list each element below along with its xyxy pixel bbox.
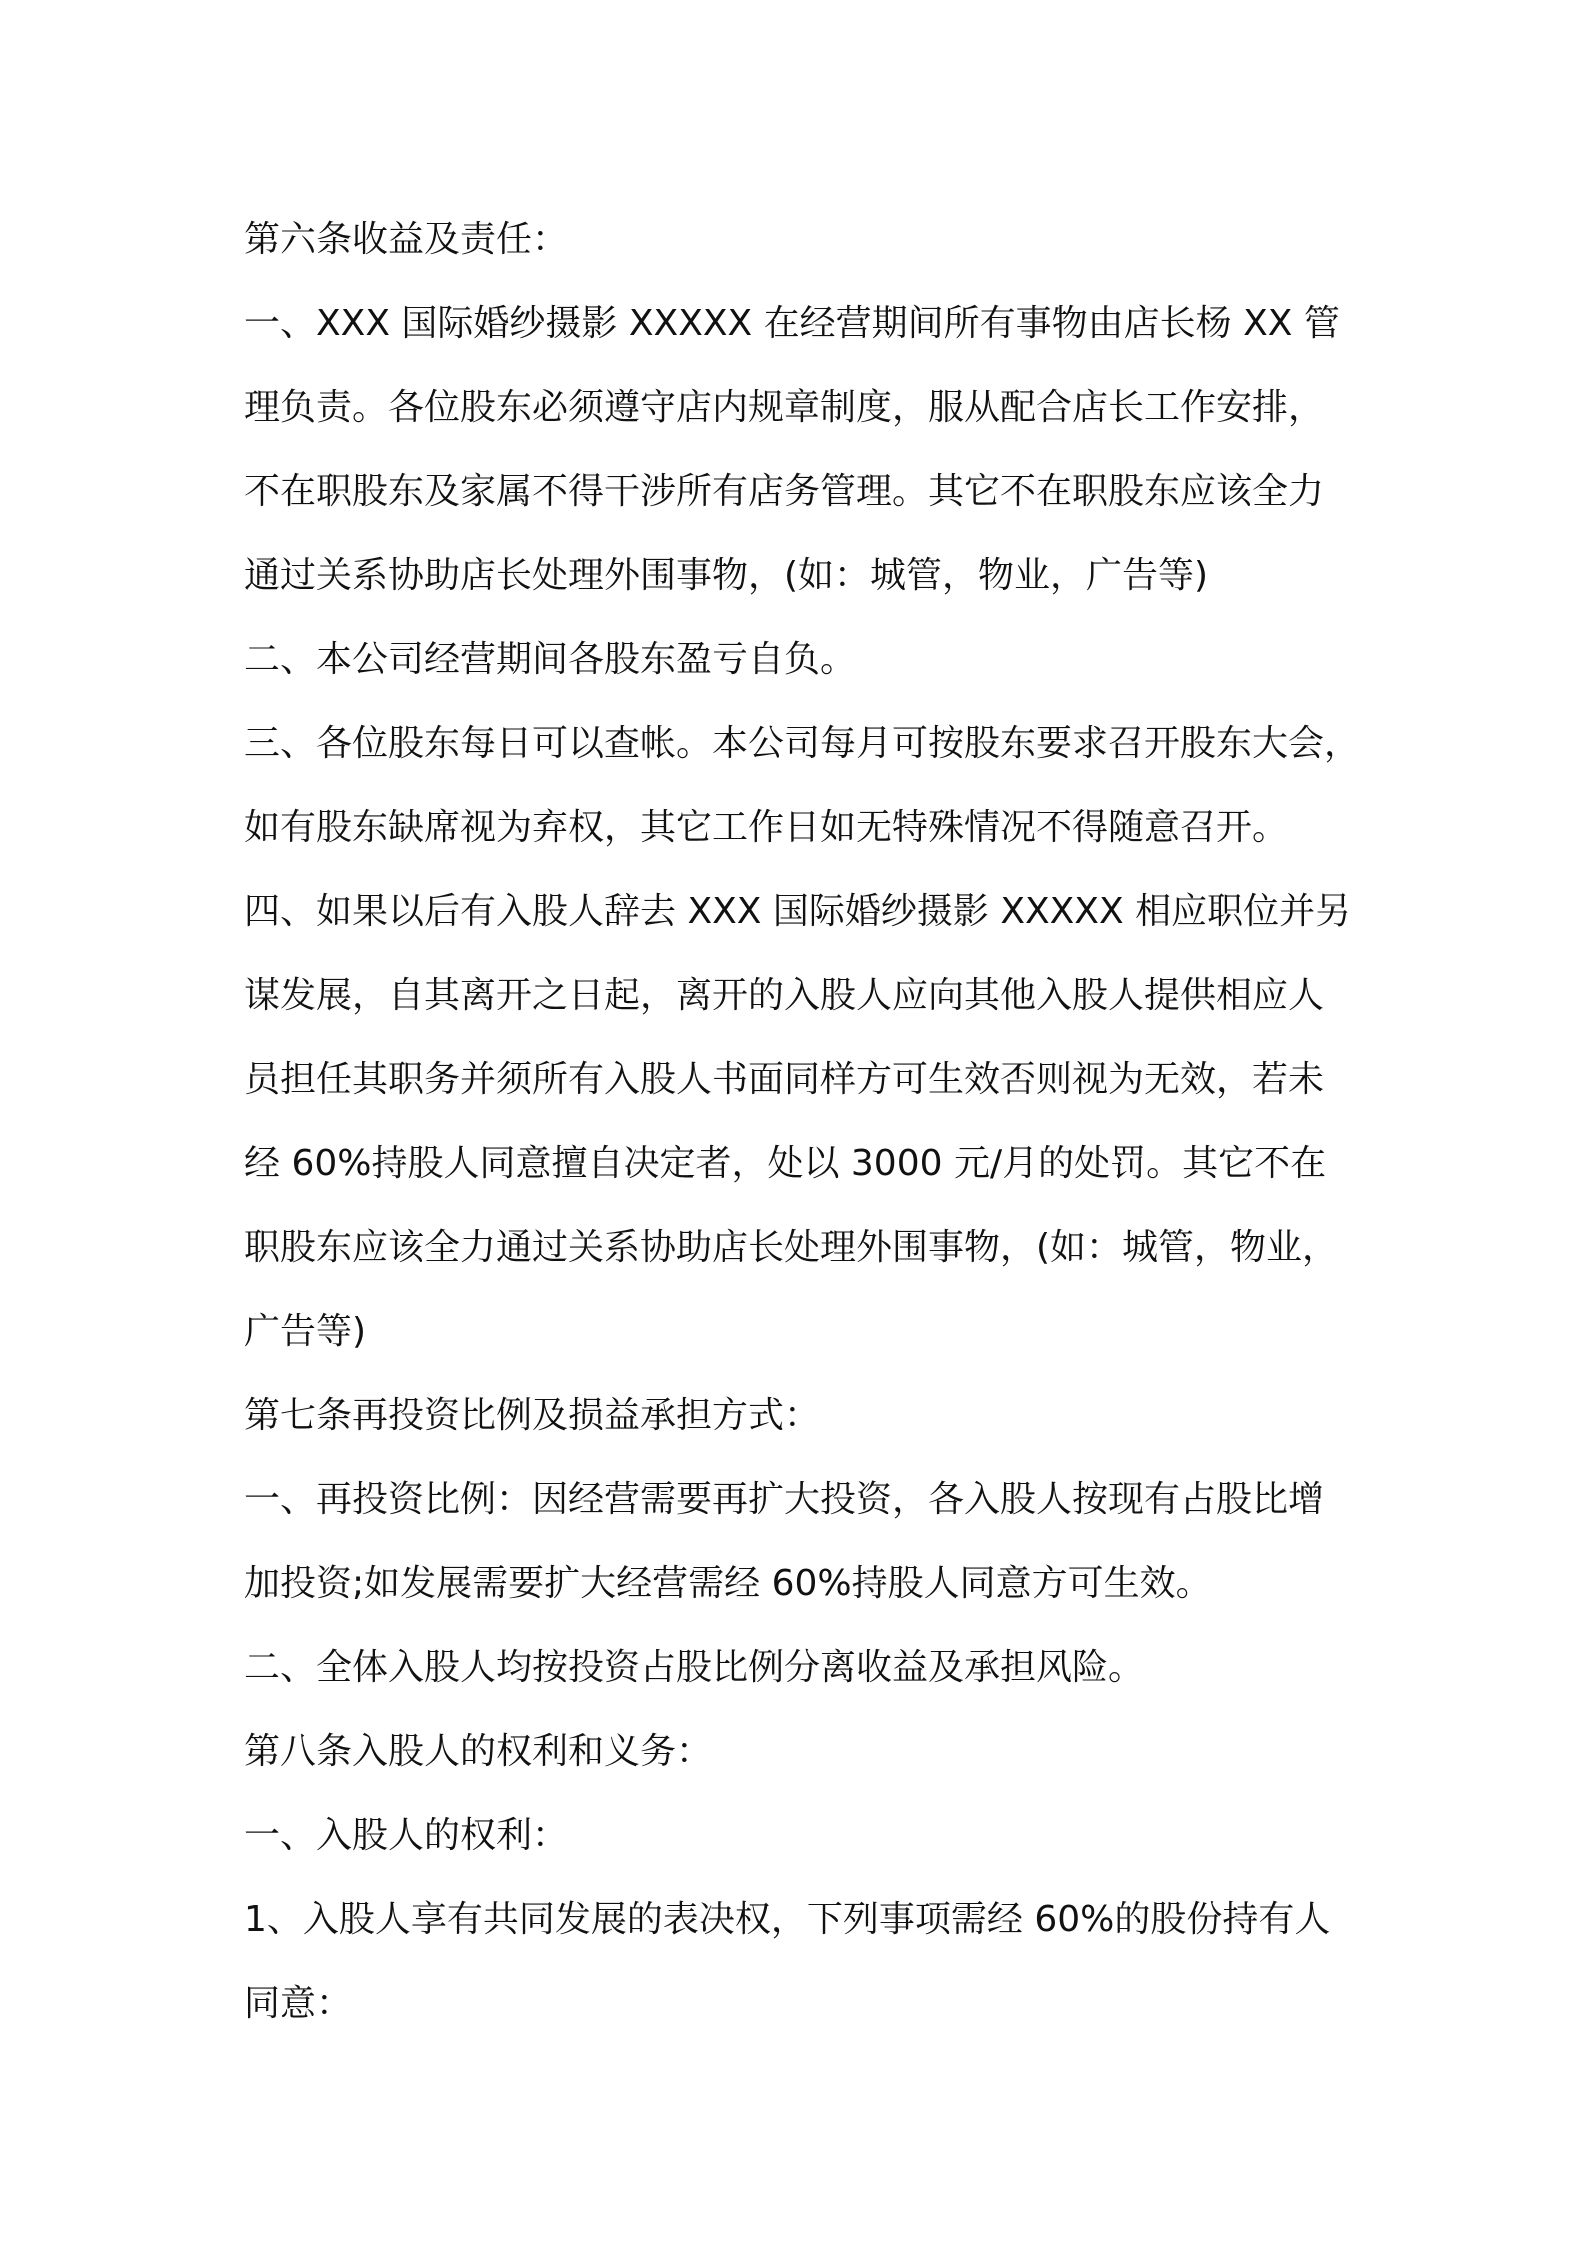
- paragraph-line: 通过关系协助店长处理外围事物，(如：城管，物业，广告等): [244, 555, 1209, 596]
- paragraph-line: 不在职股东及家属不得干涉所有店务管理。其它不在职股东应该全力: [244, 471, 1325, 512]
- paragraph-line: 理负责。各位股东必须遵守店内规章制度，服从配合店长工作安排，: [244, 387, 1325, 428]
- document-body: [244, 198, 1364, 2046]
- paragraph-line: 1、入股人享有共同发展的表决权，下列事项需经 60%的股份持有人: [244, 1899, 1331, 1940]
- paragraph-line: 一、XXX 国际婚纱摄影 XXXXX 在经营期间所有事物由店长杨 XX 管: [244, 303, 1340, 344]
- paragraph-line: 加投资;如发展需要扩大经营需经 60%持股人同意方可生效。: [244, 1563, 1212, 1604]
- paragraph-line: 四、如果以后有入股人辞去 XXX 国际婚纱摄影 XXXXX 相应职位并另: [244, 891, 1352, 932]
- paragraph-line: 经 60%持股人同意擅自决定者，处以 3000 元/月的处罚。其它不在: [244, 1143, 1327, 1184]
- article-6-heading: 第六条收益及责任：: [244, 219, 569, 260]
- paragraph-line: 三、各位股东每日可以查帐。本公司每月可按股东要求召开股东大会，: [244, 723, 1361, 764]
- paragraph-line: 员担任其职务并须所有入股人书面同样方可生效否则视为无效，若未: [244, 1059, 1325, 1100]
- paragraph-line: 如有股东缺席视为弃权，其它工作日如无特殊情况不得随意召开。: [244, 807, 1289, 848]
- section-heading: 一、入股人的权利：: [244, 1815, 569, 1856]
- paragraph-line: 同意：: [244, 1983, 353, 2024]
- paragraph-line: 广告等): [244, 1311, 367, 1352]
- paragraph-line: 谋发展，自其离开之日起，离开的入股人应向其他入股人提供相应人: [244, 975, 1325, 1016]
- paragraph-line: 职股东应该全力通过关系协助店长处理外围事物，(如：城管，物业，: [244, 1227, 1339, 1268]
- article-7-heading: 第七条再投资比例及损益承担方式：: [244, 1395, 821, 1436]
- paragraph-line: 二、全体入股人均按投资占股比例分离收益及承担风险。: [244, 1647, 1145, 1688]
- article-8-heading: 第八条入股人的权利和义务：: [244, 1731, 713, 1772]
- paragraph-line: 一、再投资比例：因经营需要再扩大投资，各入股人按现有占股比增: [244, 1479, 1325, 1520]
- paragraph-line: 二、本公司经营期间各股东盈亏自负。: [244, 639, 857, 680]
